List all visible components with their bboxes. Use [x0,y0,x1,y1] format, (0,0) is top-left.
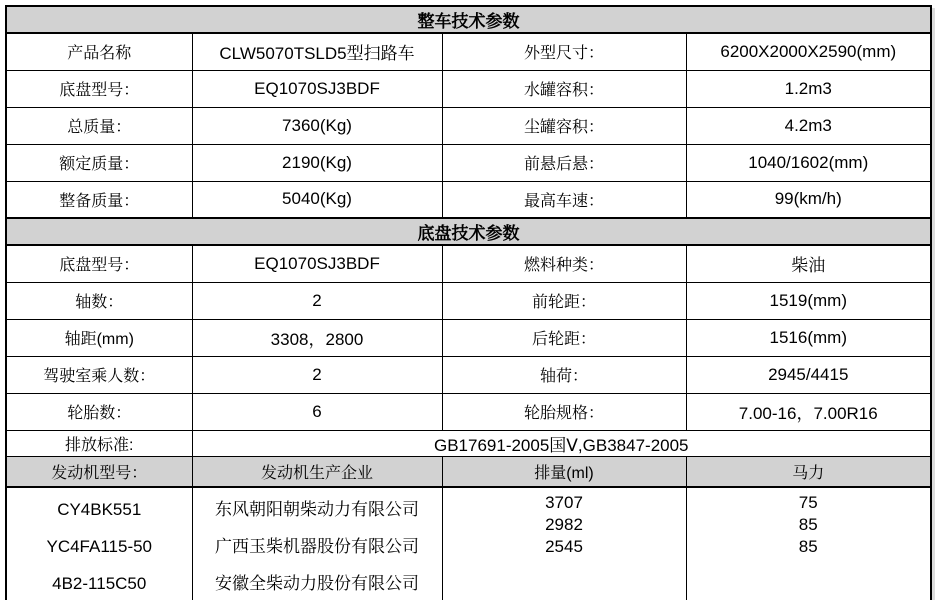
section-title: 底盘技术参数 [6,218,931,245]
param-label: 轴距(mm) [6,319,192,356]
engine-displacement-cell [442,487,686,600]
param-value: 2190(Kg) [192,144,442,181]
param-label: 最高车速： [442,181,686,218]
table-row [6,282,931,319]
table-row [6,181,931,218]
section-header-chassis [6,218,931,245]
engine-displacement: 2545 [545,537,583,556]
column-header: 发动机生产企业 [192,456,442,487]
engine-displacement: 2982 [545,515,583,534]
param-value: 1519(mm) [686,282,931,319]
engine-manufacturer: 东风朝阳朝柴动力有限公司 [215,500,419,519]
param-value: 2 [192,356,442,393]
param-label: 驾驶室乘人数： [6,356,192,393]
engine-horsepower: 75 [798,493,818,512]
param-value: 6200X2000X2590(mm) [686,33,931,70]
engine-model: CY4BK551 [57,500,142,519]
table-row [6,33,931,70]
engine-horsepower: 85 [798,515,818,534]
column-header: 发动机型号： [6,456,192,487]
section-header-vehicle [6,6,931,33]
param-label: 外型尺寸： [442,33,686,70]
param-value: 4.2m3 [686,107,931,144]
param-value: GB17691-2005国Ⅴ,GB3847-2005 [192,430,931,456]
param-label: 底盘型号： [6,245,192,282]
engine-manufacturer: 安徽全柴动力股份有限公司 [215,574,419,593]
param-value: 7.00-16，7.00R16 [686,393,931,430]
engine-horsepower: 85 [798,537,818,556]
param-label: 额定质量： [6,144,192,181]
param-value: 1040/1602(mm) [686,144,931,181]
param-value: EQ1070SJ3BDF [192,70,442,107]
engine-data-row [6,487,931,600]
param-value: CLW5070TSLD5型扫路车 [192,33,442,70]
param-label: 底盘型号： [6,70,192,107]
param-value: 3308，2800 [192,319,442,356]
engine-manufacturers-cell [192,487,442,600]
table-row [6,356,931,393]
param-value: 2 [192,282,442,319]
param-label: 前悬后悬： [442,144,686,181]
param-label: 总质量： [6,107,192,144]
param-label: 排放标准: [6,430,192,456]
engine-model: YC4FA115-50 [46,537,153,556]
param-label: 前轮距： [442,282,686,319]
column-header: 排量(ml) [442,456,686,487]
param-value: 5040(Kg) [192,181,442,218]
table-row [6,245,931,282]
param-label: 轮胎数： [6,393,192,430]
param-label: 整备质量： [6,181,192,218]
param-value: 99(km/h) [686,181,931,218]
param-value: 柴油 [686,245,931,282]
engine-displacement: 3707 [545,493,583,512]
engine-model: 4B2-115C50 [52,574,147,593]
param-label: 轴数： [6,282,192,319]
table-row [6,393,931,430]
engine-models-cell [6,487,192,600]
engine-horsepower-cell [686,487,931,600]
param-label: 轮胎规格： [442,393,686,430]
param-value: 1516(mm) [686,319,931,356]
section-title: 整车技术参数 [6,6,931,33]
table-row [6,319,931,356]
param-label: 后轮距： [442,319,686,356]
table-row [6,144,931,181]
param-value: 2945/4415 [686,356,931,393]
param-value: EQ1070SJ3BDF [192,245,442,282]
param-value: 6 [192,393,442,430]
param-label: 尘罐容积： [442,107,686,144]
table-row [6,107,931,144]
engine-manufacturer: 广西玉柴机器股份有限公司 [215,537,419,556]
table-row [6,70,931,107]
engine-header-row [6,456,931,487]
param-label: 产品名称 [6,33,192,70]
param-label: 燃料种类： [442,245,686,282]
param-label: 水罐容积： [442,70,686,107]
column-header: 马力 [686,456,931,487]
emission-standard-row [6,430,931,456]
param-label: 轴荷： [442,356,686,393]
param-value: 1.2m3 [686,70,931,107]
param-value: 7360(Kg) [192,107,442,144]
vehicle-spec-table [5,5,932,600]
